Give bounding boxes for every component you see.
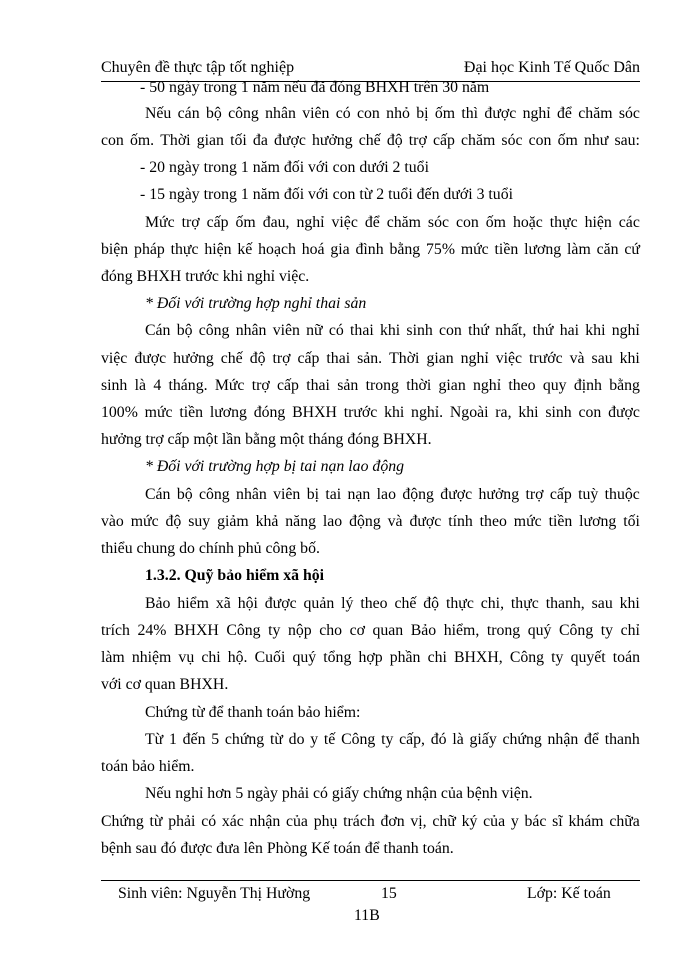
footer-rule <box>101 880 640 881</box>
subheading-maternity: * Đối với trường hợp nghỉ thai sản <box>145 295 367 312</box>
paragraph-line: đóng BHXH trước khi nghỉ việc. <box>101 268 310 285</box>
bullet-line: - 15 ngày trong 1 năm đối với con từ 2 tuổi đến dưới 3 tuổi <box>140 186 513 203</box>
paragraph-line: với cơ quan BHXH. <box>101 676 229 693</box>
paragraph-line: Cán bộ công nhân viên nữ có thai khi sinh con thứ nhất, thứ hai khi nghỉ <box>145 322 640 339</box>
section-heading: 1.3.2. Quỹ bảo hiểm xã hội <box>145 567 325 584</box>
page-header <box>101 55 640 82</box>
paragraph-line: trích 24% BHXH Công ty nộp cho cơ quan Bảo hiểm, trong quý Công ty chỉ <box>101 622 640 639</box>
paragraph-line: sinh là 4 tháng. Mức trợ cấp thai sản trong thời gian nghỉ theo quy định bằng <box>101 377 640 394</box>
paragraph-line: biện pháp thực hiện kế hoạch hoá gia đình bằng 75% mức tiền lương làm căn cứ <box>101 241 640 258</box>
header-right: Đại học Kinh Tế Quốc Dân <box>463 59 640 76</box>
paragraph-line: Bảo hiểm xã hội được quản lý theo chế độ thực chi, thực thanh, sau khi <box>145 595 640 612</box>
subheading-accident: * Đối với trường hợp bị tai nạn lao động <box>145 458 405 475</box>
paragraph-line: việc được hưởng chế độ trợ cấp thai sản. Thời gian nghỉ việc trước và sau khi <box>101 350 640 367</box>
paragraph-line: Mức trợ cấp ốm đau, nghỉ việc để chăm sóc con ốm hoặc thực hiện các <box>145 214 640 231</box>
paragraph-line: Từ 1 đến 5 chứng từ do y tế Công ty cấp, đó là giấy chứng nhận để thanh <box>145 731 640 748</box>
paragraph-line: 100% mức tiền lương đóng BHXH trước khi nghỉ. Ngoài ra, khi sinh con được <box>101 404 640 421</box>
paragraph-line: làm nhiệm vụ chi hộ. Cuối quý tổng hợp phần chi BHXH, Công ty quyết toán <box>101 649 640 666</box>
paragraph-line: toán bảo hiểm. <box>101 758 195 775</box>
paragraph-line: vào mức độ suy giảm khả năng lao động và được tính theo mức tiền lương tối <box>101 513 640 530</box>
paragraph-line: Nếu cán bộ công nhân viên có con nhỏ bị ốm thì được nghỉ để chăm sóc <box>145 105 640 122</box>
footer-page-number: 15 <box>381 885 397 902</box>
paragraph-line: Nếu nghỉ hơn 5 ngày phải có giấy chứng nhận của bệnh viện. <box>145 785 533 802</box>
paragraph-line: thiểu chung do chính phủ công bố. <box>101 540 320 557</box>
footer-class-cont: 11B <box>354 907 380 924</box>
bullet-line: - 20 ngày trong 1 năm đối với con dưới 2 tuổi <box>140 159 429 176</box>
paragraph-line: hưởng trợ cấp một lần bằng một tháng đóng BHXH. <box>101 431 432 448</box>
bullet-line: - 50 ngày trong 1 năm nếu đã đóng BHXH trên 30 năm <box>140 79 490 96</box>
footer-student: Sinh viên: Nguyễn Thị Hường <box>118 885 311 902</box>
paragraph-line: bệnh sau đó được đưa lên Phòng Kế toán để thanh toán. <box>101 840 454 857</box>
paragraph-line: Cán bộ công nhân viên bị tai nạn lao động được hưởng trợ cấp tuỳ thuộc <box>145 486 640 503</box>
paragraph-line: Chứng từ để thanh toán bảo hiểm: <box>145 704 361 721</box>
paragraph-line: Chứng từ phải có xác nhận của phụ trách đơn vị, chữ ký của y bác sĩ khám chữa <box>101 813 640 830</box>
footer-class: Lớp: Kế toán <box>527 885 611 902</box>
header-left: Chuyên đề thực tập tốt nghiệp <box>101 59 295 76</box>
paragraph-line: con ốm. Thời gian tối đa được hưởng chế độ trợ cấp chăm sóc con ốm như sau: <box>101 132 640 149</box>
